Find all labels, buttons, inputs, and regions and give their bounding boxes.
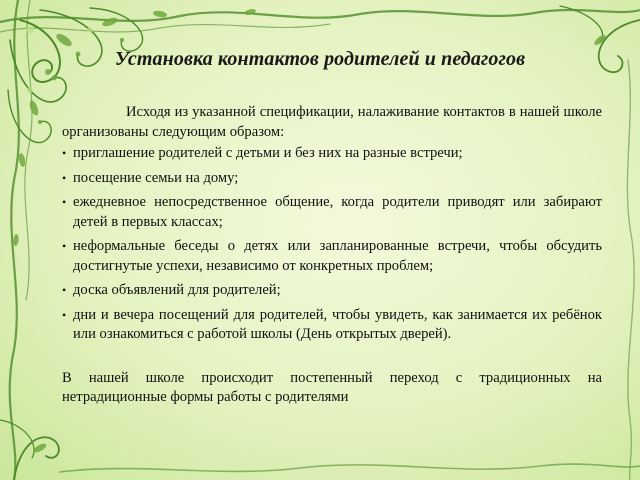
list-item-text: ежедневное непосредственное общение, когда родители приводят или забирают детей в первых классах;: [73, 194, 602, 230]
bullet-icon: •: [62, 239, 67, 253]
contact-forms-list: [62, 144, 602, 345]
bullet-icon: •: [62, 307, 67, 322]
list-item-text: доска объявлений для родителей;: [73, 282, 281, 298]
closing-paragraph: В нашей школе происходит постепенный переход с традиционных на нетрадиционные формы работы с родителями: [62, 369, 602, 405]
list-item: [62, 281, 602, 301]
list-item-text: посещение семьи на дому;: [73, 169, 239, 186]
slide-body: [62, 103, 602, 408]
list-item: [62, 193, 602, 232]
list-item-text: дни и вечера посещений для родителей, чтобы увидеть, как занимается их ребёнок или ознакомиться с работой школы (День открытых дверей).: [73, 306, 602, 342]
list-item-text: приглашение родителей с детьми и без них на разные встречи;: [73, 145, 463, 161]
bullet-icon: •: [62, 283, 67, 297]
list-item: [62, 144, 602, 164]
intro-paragraph: Исходя из указанной спецификации, налаживание контактов в нашей школе организованы следующим образом:: [62, 104, 602, 140]
bullet-icon: •: [62, 146, 67, 160]
slide-title: Установка контактов родителей и педагогов: [114, 48, 526, 70]
list-item: [62, 169, 602, 189]
bullet-icon: •: [62, 195, 67, 209]
bullet-icon: •: [62, 170, 67, 185]
list-item-text: неформальные беседы о детях или запланированные встречи, чтобы обсудить достигнутые успехи, независимо от конкретных проблем;: [73, 238, 602, 274]
list-item: [62, 306, 602, 345]
list-item: [62, 237, 602, 276]
